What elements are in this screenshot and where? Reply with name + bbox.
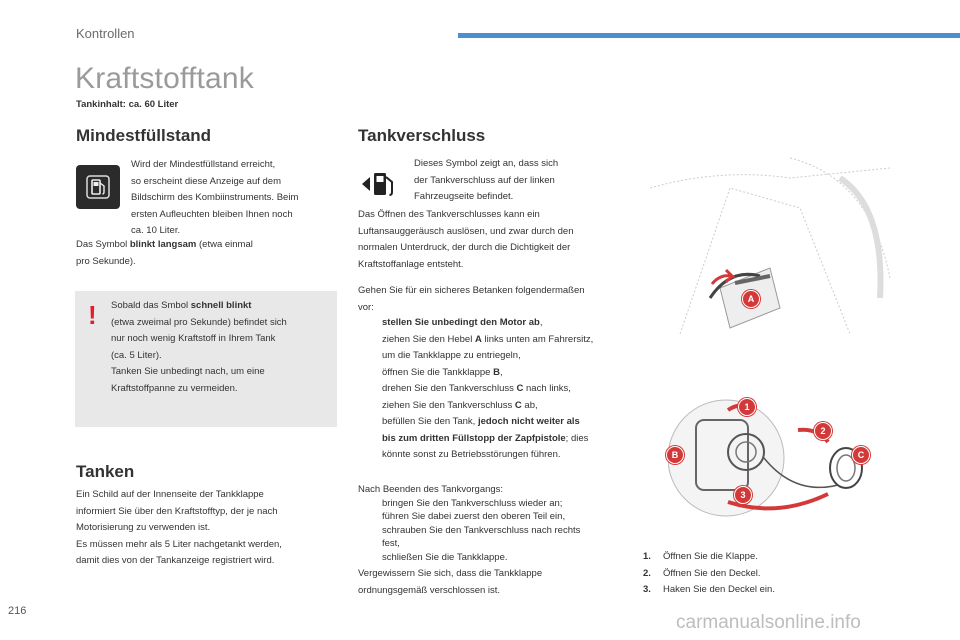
list-item: befüllen Sie den Tank, jedoch nicht weiter als bis zum dritten Füllstopp der Zapfpistole; dies könnte sonst zu Betriebsstörungen führen. — [382, 416, 589, 460]
fuel-side-text: Dieses Symbol zeigt an, dass sich der Tankverschluss auf der linken Fahrzeugseite befindet. — [414, 158, 559, 202]
tanken-text: Ein Schild auf der Innenseite der Tankklappe informiert Sie über den Kraftstofftyp, der je nach Motorisierung zu verwenden ist. Es müssen mehr als 5 Liter nachgetankt werden, damit dies von der Tankanzeige registriert wird. — [76, 489, 282, 566]
pressure-note: Das Öffnen des Tankverschlusses kann ein Luftansauggeräusch auslösen, und zwar durch den normalen Unterdruck, der durch die Dichtigkeit der Kraftstoffanlage entsteht. — [358, 209, 574, 270]
header-accent-bar — [458, 33, 960, 38]
fuel-side-indicator-icon — [360, 167, 400, 206]
list-item: schrauben Sie den Tankverschluss nach rechts fest, — [382, 524, 581, 549]
list-item: 3. Haken Sie den Deckel ein. — [643, 584, 775, 595]
callout-a: A — [742, 290, 760, 308]
tankverschluss-heading: Tankverschluss — [358, 126, 486, 145]
section-label: Kontrollen — [76, 26, 135, 41]
list-item: drehen Sie den Tankverschluss C nach links, — [382, 383, 571, 394]
list-item: stellen Sie unbedingt den Motor ab, — [382, 317, 543, 328]
warning-icon: ! — [88, 300, 97, 330]
mindest-text: Wird der Mindestfüllstand erreicht, so erscheint diese Anzeige auf dem Bildschirm des Kombiinstruments. Beim ersten Aufleuchten bleiben Ihnen noch ca. 10 Liter. — [131, 159, 299, 236]
list-item: ziehen Sie den Hebel A links unten am Fahrersitz, um die Tankklappe zu entriegeln, — [382, 333, 594, 361]
list-item: 2. Öffnen Sie den Deckel. — [643, 567, 761, 579]
watermark: carmanualsonline.info — [676, 612, 861, 633]
lever-illustration — [640, 148, 902, 334]
page-number: 216 — [8, 605, 27, 617]
callout-2: 2 — [814, 422, 832, 440]
page-title: Kraftstofftank — [75, 62, 255, 95]
list-item: 1. Öffnen Sie die Klappe. — [643, 551, 758, 562]
callout-b: B — [666, 446, 684, 464]
tank-capacity: Tankinhalt: ca. 60 Liter — [76, 99, 179, 110]
after-refuel: Nach Beenden des Tankvorgangs: bringen Sie den Tankverschluss wieder an; führen Sie dabei zuerst den oberen Teil ein, schrauben Sie den Tankverschluss nach rechts fest, schließen Sie die Tankklappe. — [358, 483, 628, 564]
refuel-intro: Gehen Sie für ein sicheres Betanken folgendermaßen vor: — [358, 285, 585, 313]
list-item: ziehen Sie den Tankverschluss C ab, — [382, 399, 538, 411]
mindest-slow-blink: Das Symbol blinkt langsam (etwa einmal pro Sekunde). — [76, 239, 253, 267]
figure-steps — [643, 549, 775, 599]
after-steps — [358, 497, 628, 565]
tanken-heading: Tanken — [76, 462, 135, 481]
warning-text: Sobald das Smbol schnell blinkt (etwa zweimal pro Sekunde) befindet sich nur noch wenig Kraftstoff in Ihrem Tank (ca. 5 Liter). Tanken Sie unbedingt nach, um eine Kraftstoffpanne zu vermeiden. — [111, 300, 287, 394]
list-item: öffnen Sie die Tankklappe B, — [382, 366, 503, 378]
list-item: schließen Sie die Tankklappe. — [382, 551, 508, 563]
final-check: Vergewissern Sie sich, dass die Tankklappe ordnungsgemäß verschlossen ist. — [358, 568, 543, 596]
callout-3: 3 — [734, 486, 752, 504]
fuel-flap-illustration — [668, 390, 878, 526]
callout-1: 1 — [738, 398, 756, 416]
fuel-pump-icon — [76, 165, 120, 209]
list-item: bringen Sie den Tankverschluss wieder an; führen Sie dabei zuerst den oberen Teil ein, — [382, 497, 566, 522]
mindest-heading: Mindestfüllstand — [76, 126, 212, 145]
refuel-steps — [358, 315, 628, 464]
callout-c: C — [852, 446, 870, 464]
